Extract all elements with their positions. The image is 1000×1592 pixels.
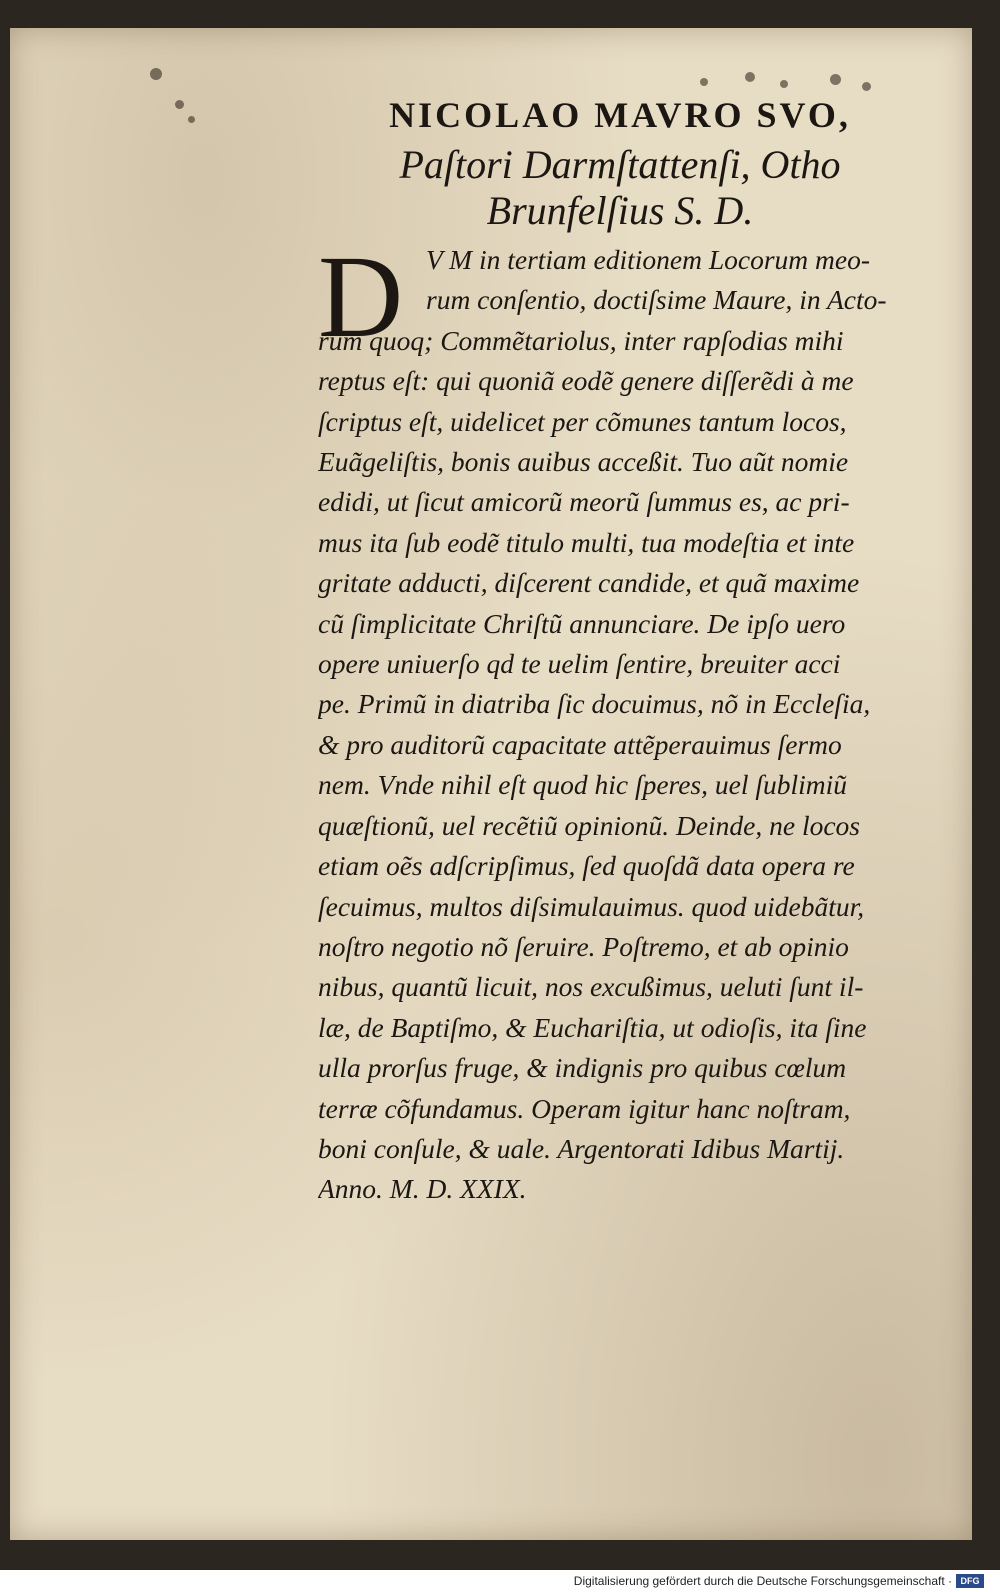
letter-body (318, 231, 948, 1210)
ink-stain (830, 74, 841, 85)
text-line: Euãgeliſtis, bonis auibus acceßit. Tuo aũt nomie (318, 446, 849, 478)
text-line: ſecuimus, multos diſsimulauimus. quod uidebãtur, (318, 890, 865, 922)
ink-stain (780, 80, 788, 88)
heading-dedicatee: NICOLAO MAVRO SVO, (389, 95, 851, 135)
ink-stain (700, 78, 708, 86)
text-line: V M in tertiam editionem Locorum meo- (426, 244, 871, 275)
dfg-logo: DFG (956, 1574, 984, 1588)
text-line: ulla prorſus fruge, & indignis pro quibus cœlum (318, 1052, 847, 1084)
drop-capital: D (318, 231, 404, 362)
footer-bar (0, 1570, 1000, 1592)
funding-credit: Digitalisierung gefördert durch die Deutsche Forschungsgemeinschaft · (573, 1574, 952, 1588)
ink-stain (150, 68, 162, 80)
text-line: rum conſentio, doctiſsime Maure, in Acto- (426, 284, 887, 316)
text-line: gritate adducti, diſcerent candide, et quã maxime (318, 567, 860, 599)
ink-stain (188, 116, 195, 123)
text-line: & pro auditorũ capacitate attẽperauimus ſermo (318, 728, 842, 760)
text-line: pe. Primũ in diatriba ſic docuimus, nõ in Eccleſia, (318, 688, 871, 720)
heading-author: Brunfelſius S. D. (486, 188, 754, 233)
text-line: edidi, ut ſicut amicorũ meorũ ſummus es, ac pri- (318, 486, 850, 518)
heading-title: Paſtori Darmſtattenſi, Otho (399, 142, 841, 187)
text-line: opere uniuerſo qd te uelim ſentire, breuiter acci (318, 648, 841, 680)
text-line: rum quoq; Commẽtariolus, inter rapſodias mihi (318, 324, 844, 356)
text-line: reptus eſt: qui quoniã eodẽ genere diſſerẽdi à me (318, 365, 854, 397)
text-line: boni conſule, & uale. Argentorati Idibus Martij. (318, 1132, 845, 1164)
ink-stain (745, 72, 755, 82)
ink-stain (175, 100, 184, 109)
text-line: læ, de Baptiſmo, & Euchariſtia, ut odioſis, ita ſine (318, 1011, 867, 1043)
text-line: nem. Vnde nihil eſt quod hic ſperes, uel ſublimiũ (318, 769, 848, 801)
text-line: noſtro negotio nõ ſeruire. Poſtremo, et ab opinio (318, 930, 849, 962)
text-line: etiam oẽs adſcripſimus, ſed quoſdã data opera re (318, 850, 855, 882)
text-line: ſcriptus eſt, uidelicet per cõmunes tantum locos, (318, 405, 847, 437)
text-line: mus ita ſub eodẽ titulo multi, tua modeſtia et inte (318, 526, 855, 558)
text-line: nibus, quantũ licuit, nos excußimus, ueluti ſunt il- (318, 971, 864, 1003)
text-line: terræ cõfundamus. Operam igitur hanc noſtram, (318, 1092, 851, 1124)
text-line: quæſtionũ, uel recẽtiũ opinionũ. Deinde, ne locos (318, 809, 861, 841)
text-line: Anno. M. D. XXIX. (318, 1173, 527, 1205)
text-line: cũ ſimplicitate Chriſtũ annunciare. De ipſo uero (318, 607, 846, 639)
